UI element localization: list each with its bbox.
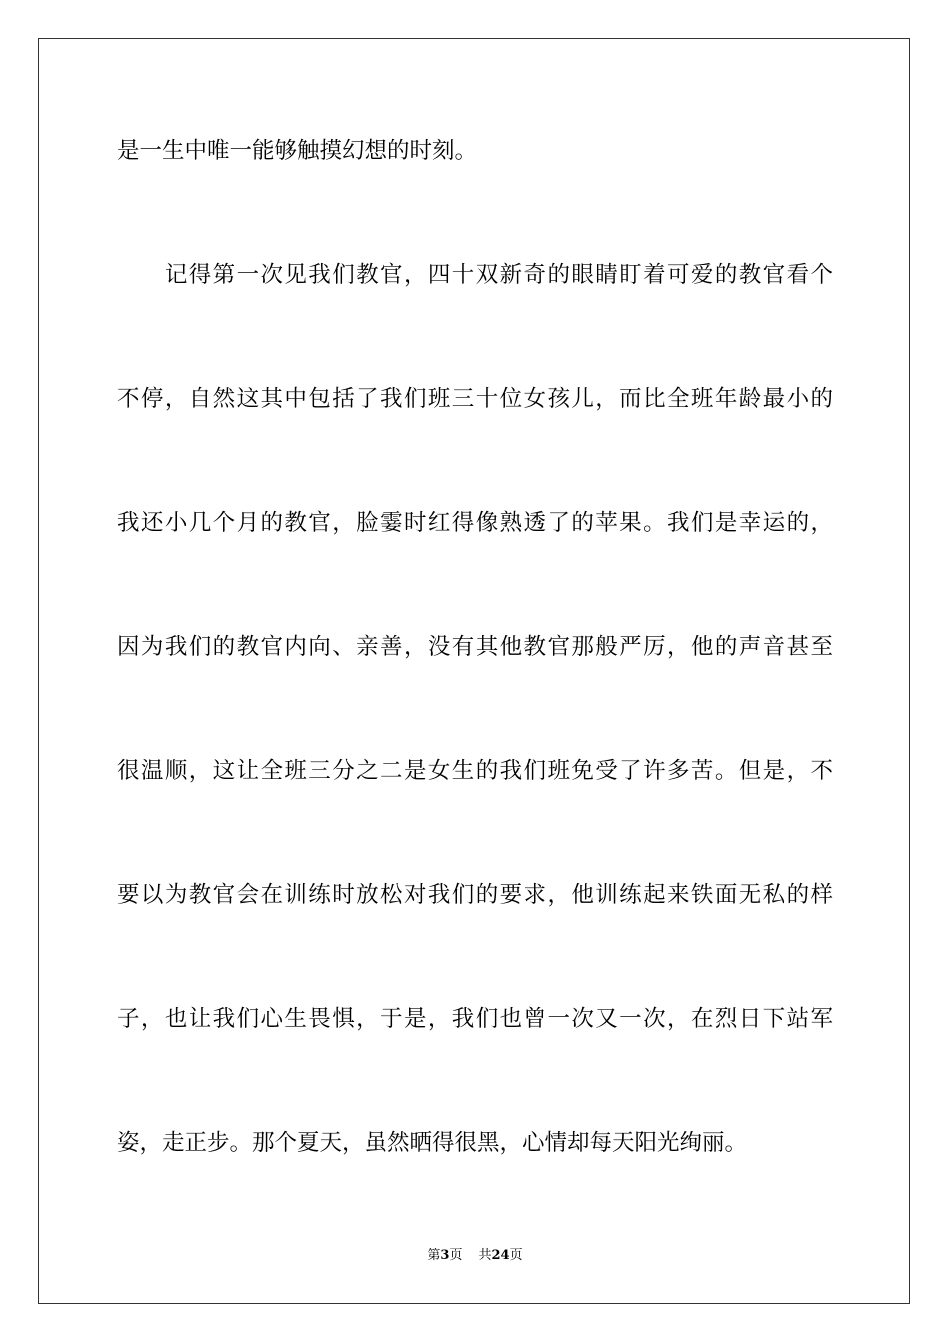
page-prefix: 第 (427, 1248, 441, 1263)
text-line: 不停，自然这其中包括了我们班三十位女孩儿，而比全班年龄最小的 (117, 386, 833, 412)
text-line: 我还小几个月的教官，脸霎时红得像熟透了的苹果。我们是幸运的， (117, 510, 833, 536)
text-line: 因为我们的教官内向、亲善，没有其他教官那般严厉，他的声音甚至 (117, 634, 833, 660)
total-pages: 24 (491, 1248, 510, 1263)
total-prefix: 共 (478, 1248, 492, 1263)
page-number: 3 (440, 1248, 450, 1263)
text-line: 要以为教官会在训练时放松对我们的要求，他训练起来铁面无私的样 (117, 882, 833, 908)
page-frame (38, 38, 910, 1304)
page-footer (0, 1247, 950, 1265)
text-line: 是一生中唯一能够触摸幻想的时刻。 (117, 138, 478, 164)
total-suffix: 页 (509, 1248, 523, 1263)
text-line: 记得第一次见我们教官，四十双新奇的眼睛盯着可爱的教官看个 (117, 262, 833, 288)
text-line: 很温顺，这让全班三分之二是女生的我们班免受了许多苦。但是，不 (117, 758, 833, 784)
page-suffix: 页 (449, 1248, 463, 1263)
text-line: 子，也让我们心生畏惧，于是，我们也曾一次又一次，在烈日下站军 (117, 1006, 833, 1032)
text-line: 姿，走正步。那个夏天，虽然晒得很黑，心情却每天阳光绚丽。 (117, 1130, 748, 1156)
